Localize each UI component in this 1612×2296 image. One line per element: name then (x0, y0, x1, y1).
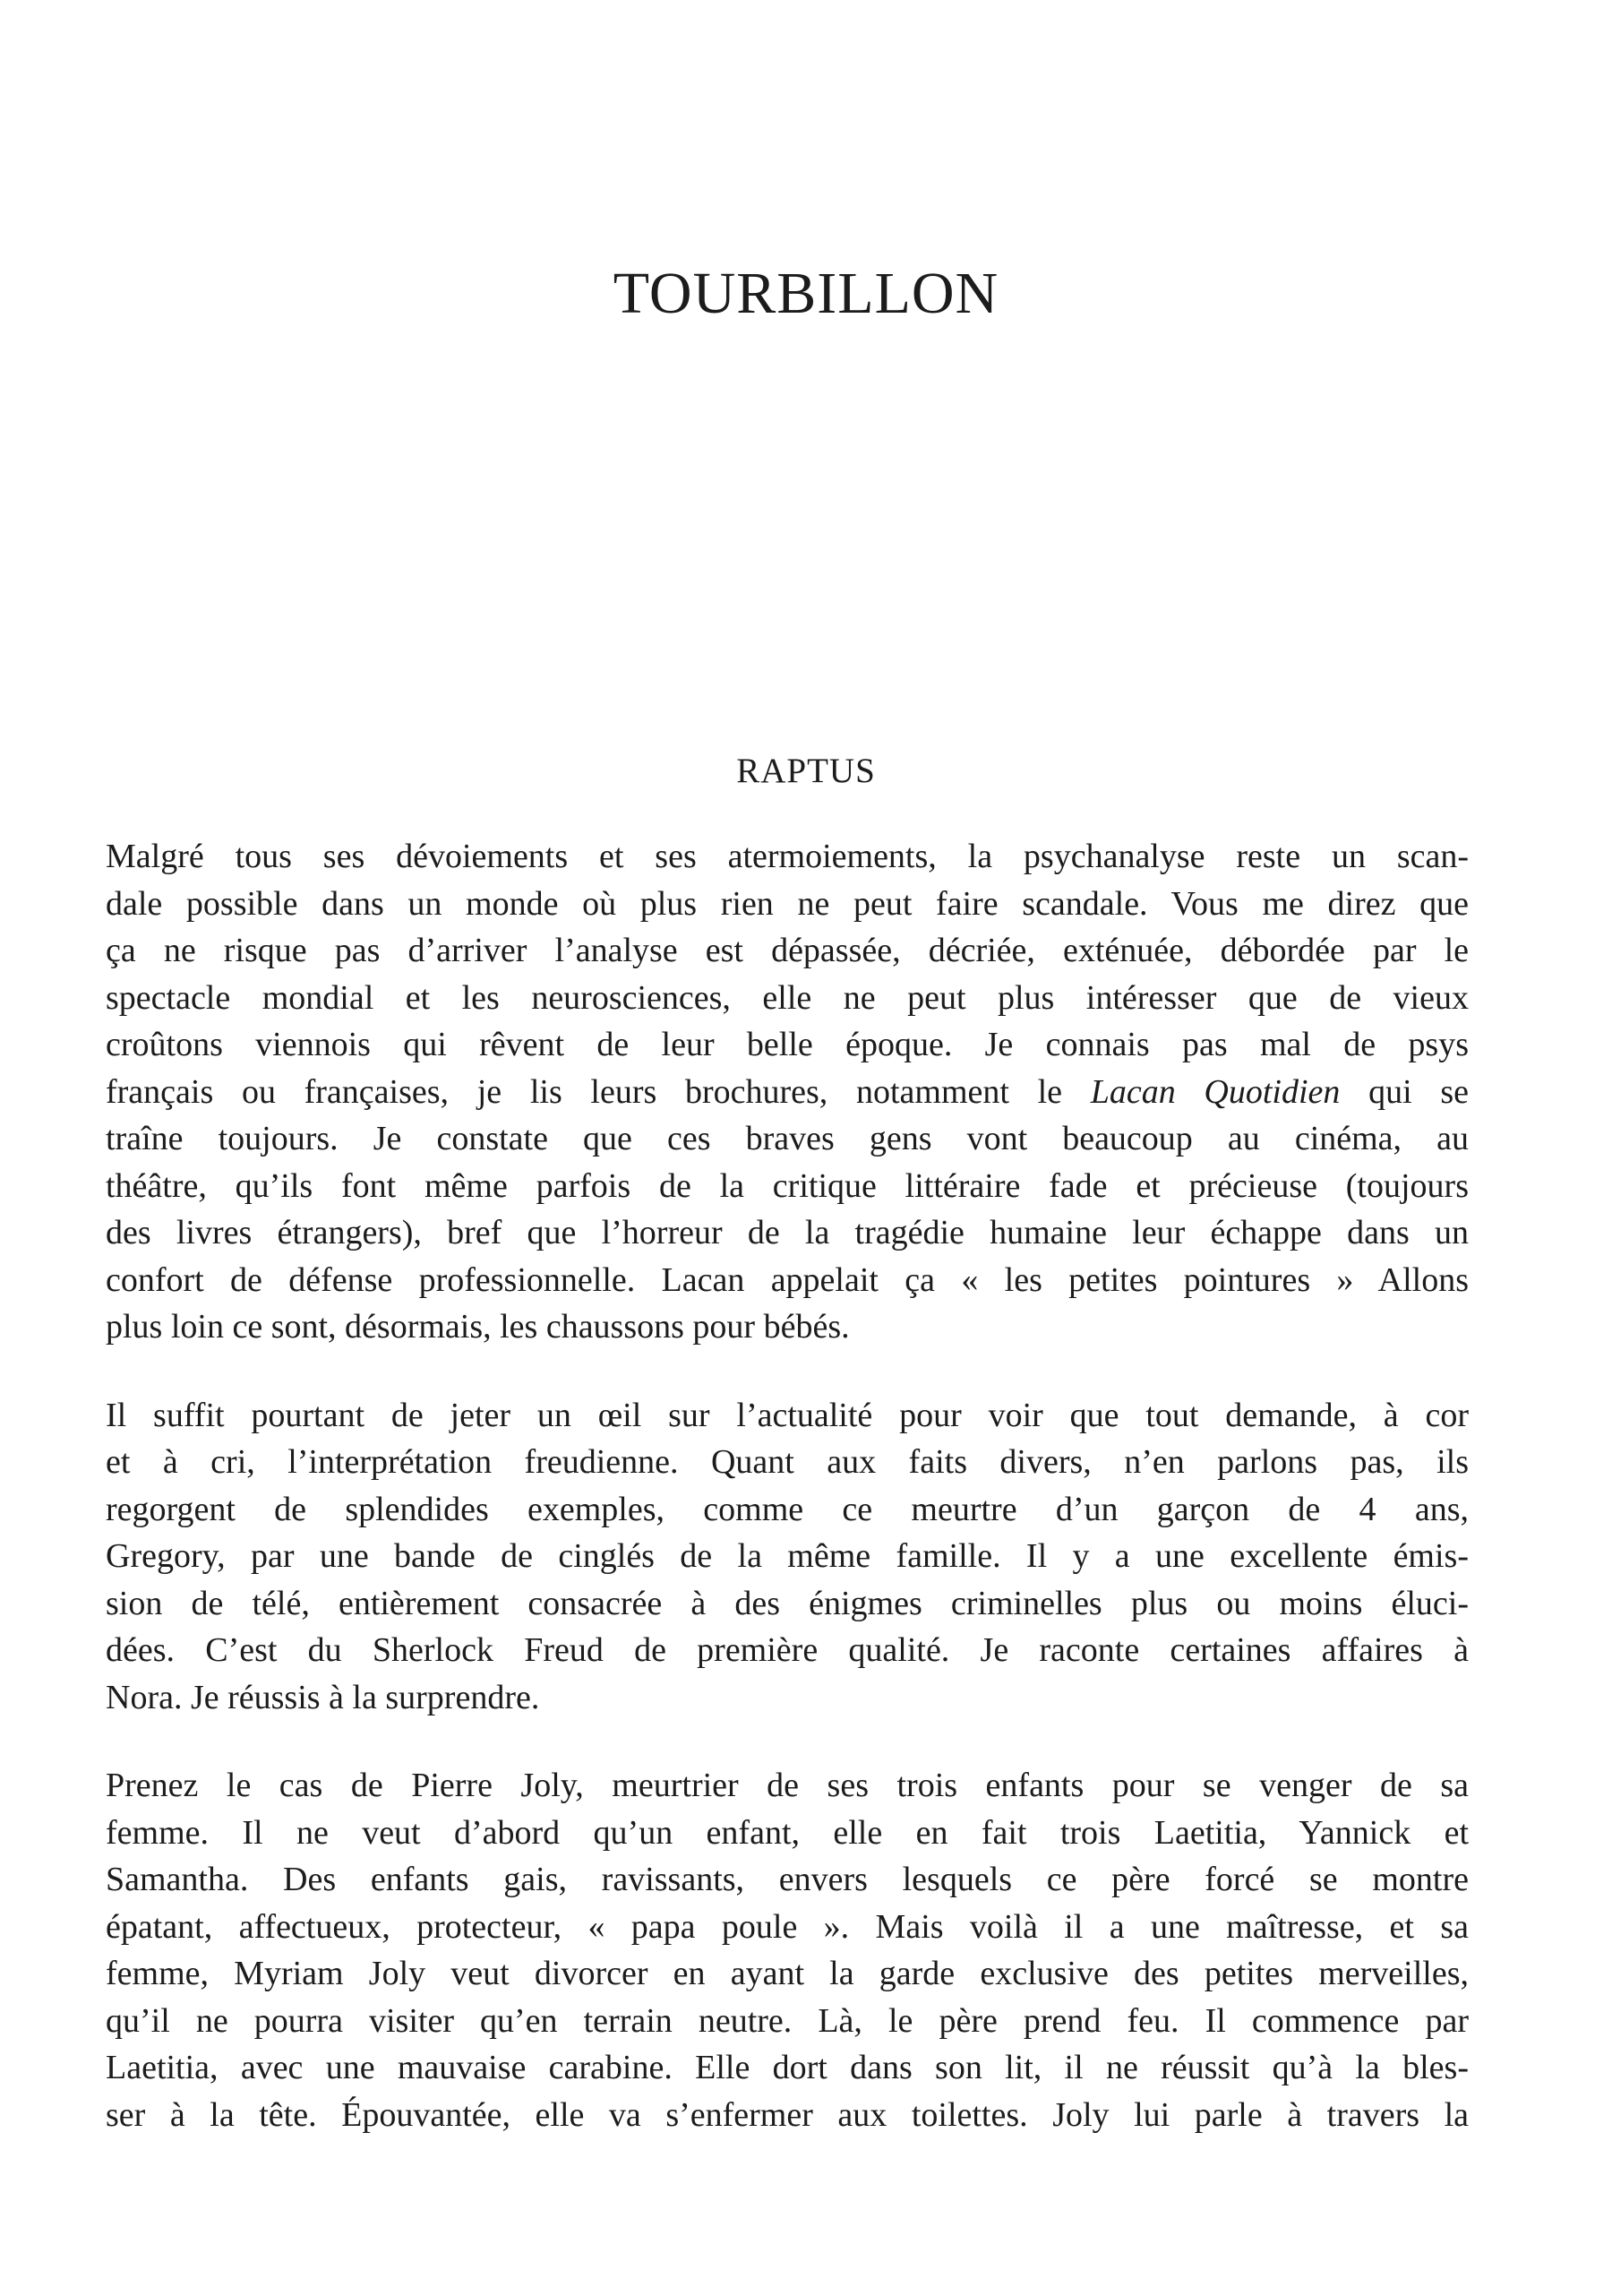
italic-title: Lacan Quotidien (1090, 1072, 1341, 1111)
paragraph-line: plus loin ce sont, désormais, les chaussons pour bébés. (106, 1308, 850, 1346)
paragraph-line: femme, Myriam Joly veut divorcer en ayant la garde exclusive des petites merveilles, (106, 1955, 1469, 1992)
paragraph-2 (106, 1392, 1469, 1722)
paragraph-line-with-title (106, 1069, 1469, 1116)
paragraph-line: et à cri, l’interprétation freudienne. Quant aux faits divers, n’en parlons pas, ils (106, 1443, 1469, 1481)
paragraph-line: spectacle mondial et les neurosciences, elle ne peut plus intéresser que de vieux (106, 978, 1469, 1017)
paragraph-line: Il suffit pourtant de jeter un œil sur l’actualité pour voir que tout demande, à cor (106, 1396, 1469, 1434)
paragraph-line: théâtre, qu’ils font même parfois de la critique littéraire fade et précieuse (toujours (106, 1166, 1469, 1205)
paragraph-line: traîne toujours. Je constate que ces braves gens vont beaucoup au cinéma, au (106, 1120, 1469, 1157)
paragraph-line: des livres étrangers), bref que l’horreur de la tragédie humaine leur échappe dans un (106, 1214, 1469, 1251)
paragraph-line: qu’il ne pourra visiter qu’en terrain neutre. Là, le père prend feu. Il commence par (106, 2001, 1469, 2040)
paragraph-line: ser à la tête. Épouvantée, elle va s’enfermer aux toilettes. Joly lui parle à travers la (106, 2095, 1469, 2134)
line-text: français ou françaises, je lis leurs brochures, notamment le (106, 1072, 1063, 1111)
paragraph-line: Nora. Je réussis à la surprendre. (106, 1678, 540, 1716)
book-title: TOURBILLON (613, 261, 999, 326)
paragraph-line: sion de télé, entièrement consacrée à des énigmes criminelles plus ou moins éluci- (106, 1584, 1469, 1622)
paragraph-1 (106, 833, 1469, 1351)
paragraph-line: croûtons viennois qui rêvent de leur belle époque. Je connais pas mal de psys (106, 1026, 1469, 1063)
paragraph-line: Gregory, par une bande de cinglés de la même famille. Il y a une excellente émis- (106, 1537, 1469, 1575)
line-text: qui se (1368, 1072, 1470, 1111)
paragraph-line: regorgent de splendides exemples, comme ce meurtre d’un garçon de 4 ans, (106, 1490, 1469, 1528)
paragraph-line: confort de défense professionnelle. Lacan appelait ça « les petites pointures » Allons (106, 1260, 1469, 1299)
paragraph-line: Laetitia, avec une mauvaise carabine. Elle dort dans son lit, il ne réussit qu’à la bles- (106, 2049, 1469, 2086)
paragraph-line: Prenez le cas de Pierre Joly, meurtrier de ses trois enfants pour se venger de sa (106, 1767, 1469, 1804)
paragraph-line: Malgré tous ses dévoiements et ses atermoiements, la psychanalyse reste un scan- (106, 838, 1469, 875)
chapter-title: RAPTUS (736, 752, 876, 790)
paragraph-line: dées. C’est du Sherlock Freud de première qualité. Je raconte certaines affaires à (106, 1631, 1469, 1669)
body-text (106, 833, 1469, 2180)
paragraph-3 (106, 1762, 1469, 2138)
paragraph-line: épatant, affectueux, protecteur, « papa poule ». Mais voilà il a une maîtresse, et sa (106, 1907, 1469, 1946)
paragraph-line: ça ne risque pas d’arriver l’analyse est dépassée, décriée, exténuée, débordée par le (106, 932, 1469, 969)
paragraph-line: Samantha. Des enfants gais, ravissants, envers lesquels ce père forcé se montre (106, 1861, 1469, 1898)
paragraph-line: dale possible dans un monde où plus rien ne peut faire scandale. Vous me direz que (106, 884, 1469, 923)
paragraph-line: femme. Il ne veut d’abord qu’un enfant, elle en fait trois Laetitia, Yannick et (106, 1813, 1469, 1852)
